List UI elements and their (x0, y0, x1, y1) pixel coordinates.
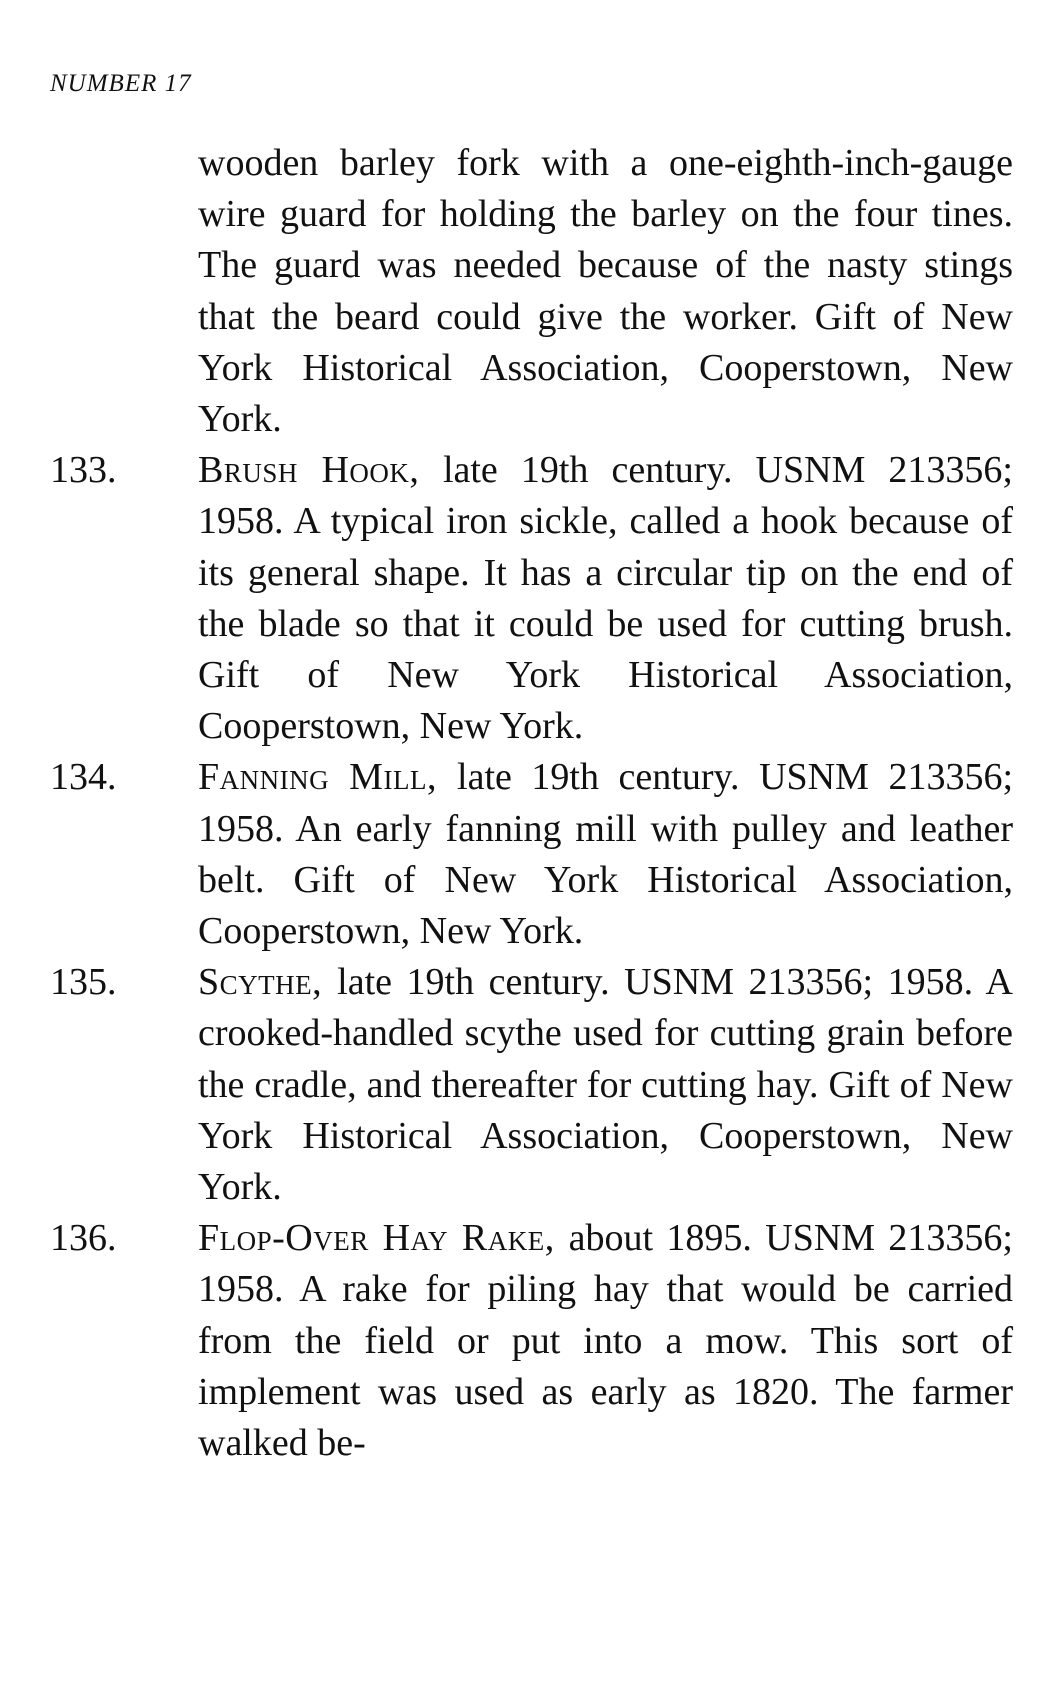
entry-title: Brush Hook, (198, 449, 443, 492)
entry-text: late 19th century. USNM 213356; 1958. A typical iron sickle, called a hook because of its general shape. It has a circular tip on the end of the blade so that it could be used for cutting brush. Gift of New York Historical Association, Cooperstown, New York. (198, 449, 1013, 748)
catalog-entry-136 (50, 1213, 1013, 1469)
entry-number: 136. (50, 1217, 117, 1260)
entry-text: late 19th century. USNM 213356; 1958. A crooked-handled scythe used for cutting grain before the cradle, and thereafter for cutting hay. Gift of New York Historical Association, Cooperstown, New York. (198, 961, 1014, 1209)
page-body (50, 138, 1013, 1469)
entry-number: 134. (50, 756, 117, 799)
entry-number: 135. (50, 961, 117, 1004)
entry-title: Flop-Over Hay Rake, (198, 1217, 569, 1260)
entry-title: Scythe, (198, 961, 338, 1004)
entry-number: 133. (50, 449, 117, 492)
entry-title: Fanning Mill, (198, 756, 458, 799)
continuation-paragraph: wooden barley fork with a one-eighth-inch-gauge wire guard for holding the barley on the four tines. The guard was needed because of the nasty stings that the beard could give the worker. Gift of New York Historical Association, Cooperstown, New York. (198, 142, 1013, 441)
catalog-entry-135 (50, 957, 1013, 1213)
running-head: NUMBER 17 (50, 70, 192, 97)
catalog-entry-134 (50, 752, 1013, 957)
catalog-entry-133 (50, 445, 1013, 752)
entry-text: late 19th century. USNM 213356; 1958. An early fanning mill with pulley and leather belt. Gift of New York Historical Association, Cooperstown, New York. (198, 756, 1014, 953)
entry-text: about 1895. USNM 213356; 1958. A rake for piling hay that would be carried from the field or put into a mow. This sort of implement was used as early as 1820. The farmer walked be- (198, 1217, 1013, 1465)
